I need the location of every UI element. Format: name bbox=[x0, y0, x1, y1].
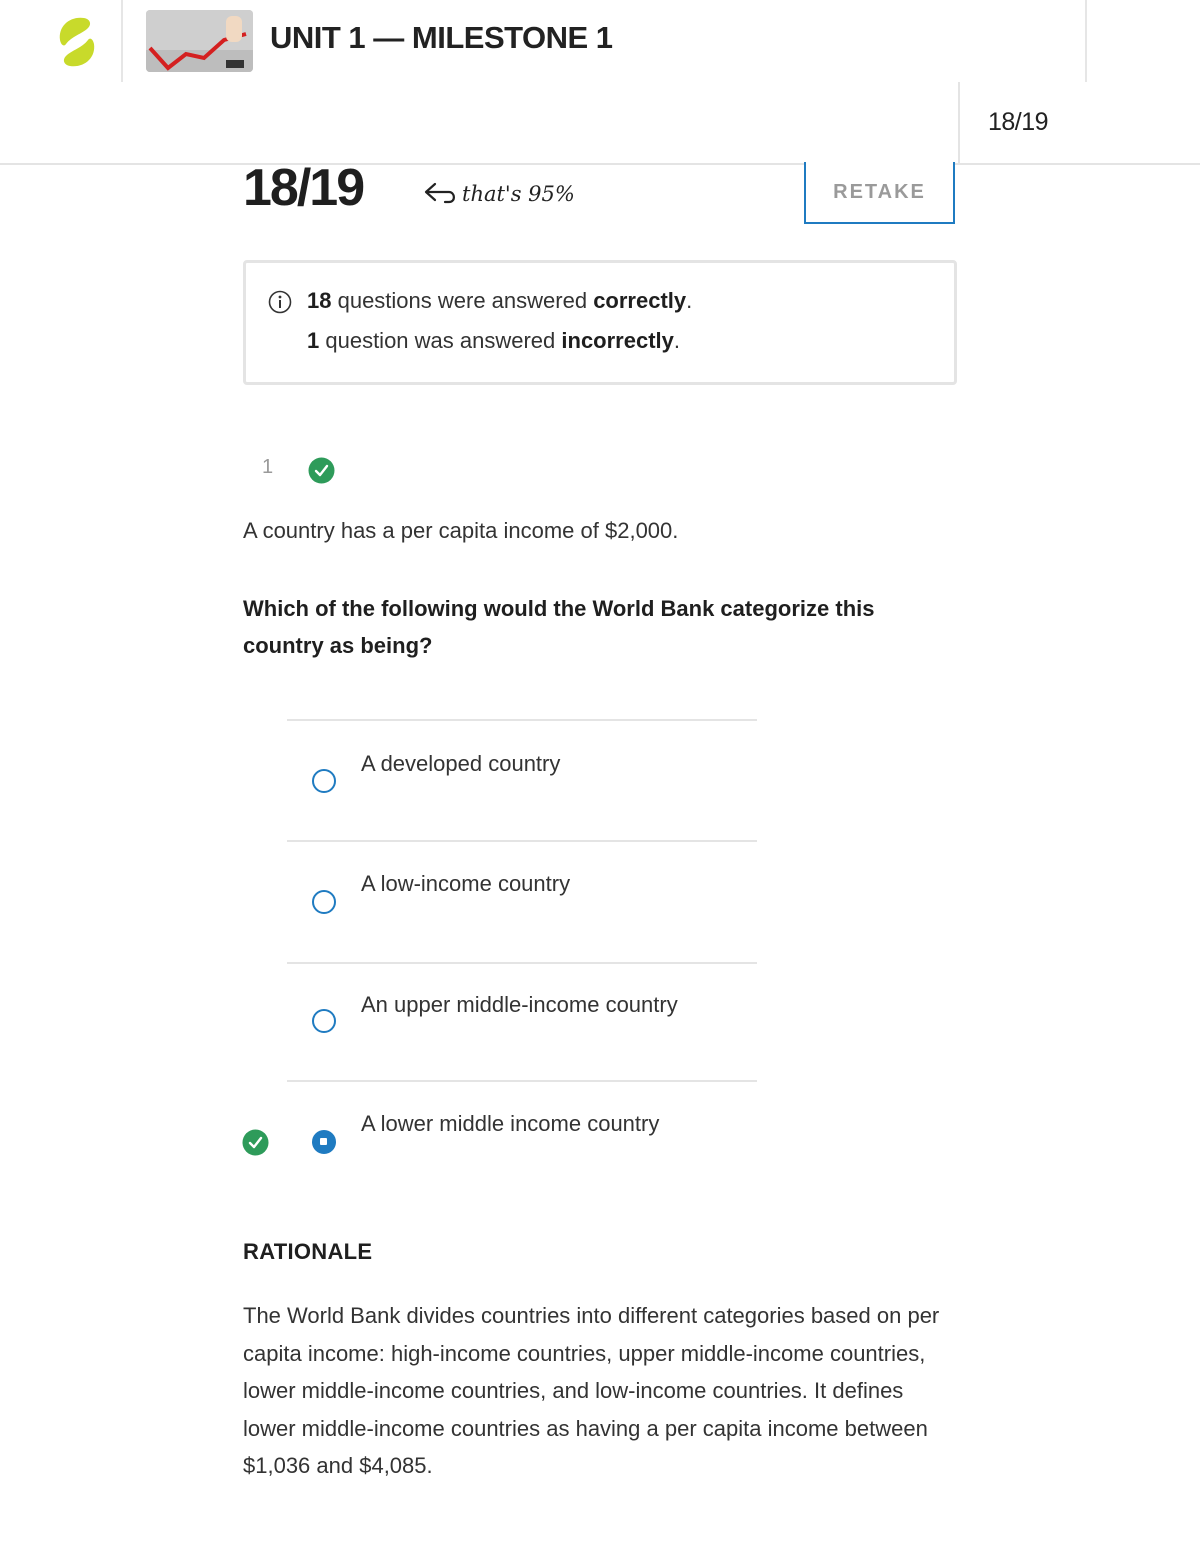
option-label-1[interactable]: A developed country bbox=[361, 751, 561, 776]
incorrect-summary bbox=[307, 328, 680, 354]
subheader-divider bbox=[958, 82, 960, 164]
subheader-bottom-border bbox=[0, 163, 1200, 165]
header-divider bbox=[121, 0, 123, 82]
results-summary-box bbox=[243, 260, 957, 385]
question-number: 1 bbox=[262, 456, 274, 478]
percent-note: that's 95% bbox=[462, 182, 575, 206]
incorrect-count: 1 bbox=[307, 328, 320, 353]
option-label-2[interactable]: A low-income country bbox=[361, 871, 571, 896]
rationale-title: RATIONALE bbox=[243, 1239, 373, 1264]
rising-chart-thumbnail bbox=[146, 10, 253, 72]
question-prompt: A country has a per capita income of $2,000. bbox=[243, 518, 679, 543]
correct-summary bbox=[307, 288, 692, 314]
option-radio-1[interactable] bbox=[312, 769, 336, 793]
option-radio-4-selected[interactable] bbox=[312, 1130, 336, 1154]
incorrect-end: . bbox=[673, 328, 681, 353]
question-text: Which of the following would the World Bank categorize this country as being? bbox=[243, 596, 875, 658]
subheader-score: 18/19 bbox=[988, 108, 1049, 136]
correct-end: . bbox=[686, 288, 693, 313]
correct-count: 18 bbox=[307, 288, 332, 313]
option-divider bbox=[287, 962, 757, 964]
option-divider bbox=[287, 1080, 757, 1082]
incorrect-text: question was answered bbox=[319, 328, 562, 353]
rationale-body: The World Bank divides countries into different categories based on per capita income: high-income countries, upper middle-income countries, lower middle-income countries, and low-income countries. It defines lower middle-income countries as having a per capita income between $1,036 and $4,085. bbox=[243, 1303, 940, 1478]
unit-title: UNIT 1 — MILESTONE 1 bbox=[270, 20, 613, 55]
info-icon bbox=[268, 290, 292, 314]
correct-answer-check-icon bbox=[242, 1129, 269, 1156]
correct-word: correctly bbox=[593, 288, 687, 313]
option-label-3[interactable]: An upper middle-income country bbox=[361, 992, 678, 1017]
option-radio-2[interactable] bbox=[312, 890, 336, 914]
incorrect-word: incorrectly bbox=[561, 328, 674, 353]
retake-button[interactable]: RETAKE bbox=[804, 162, 955, 224]
option-radio-3[interactable] bbox=[312, 1009, 336, 1033]
result-score: 18/19 bbox=[243, 159, 364, 217]
check-circle-icon bbox=[308, 457, 335, 484]
option-divider bbox=[287, 840, 757, 842]
option-divider bbox=[287, 719, 757, 721]
option-label-4[interactable]: A lower middle income country bbox=[361, 1111, 660, 1136]
reply-arrow-icon bbox=[423, 180, 459, 208]
header-divider-right bbox=[1085, 0, 1087, 82]
sophia-logo-icon[interactable] bbox=[52, 12, 102, 72]
correct-text: questions were answered bbox=[331, 288, 594, 313]
